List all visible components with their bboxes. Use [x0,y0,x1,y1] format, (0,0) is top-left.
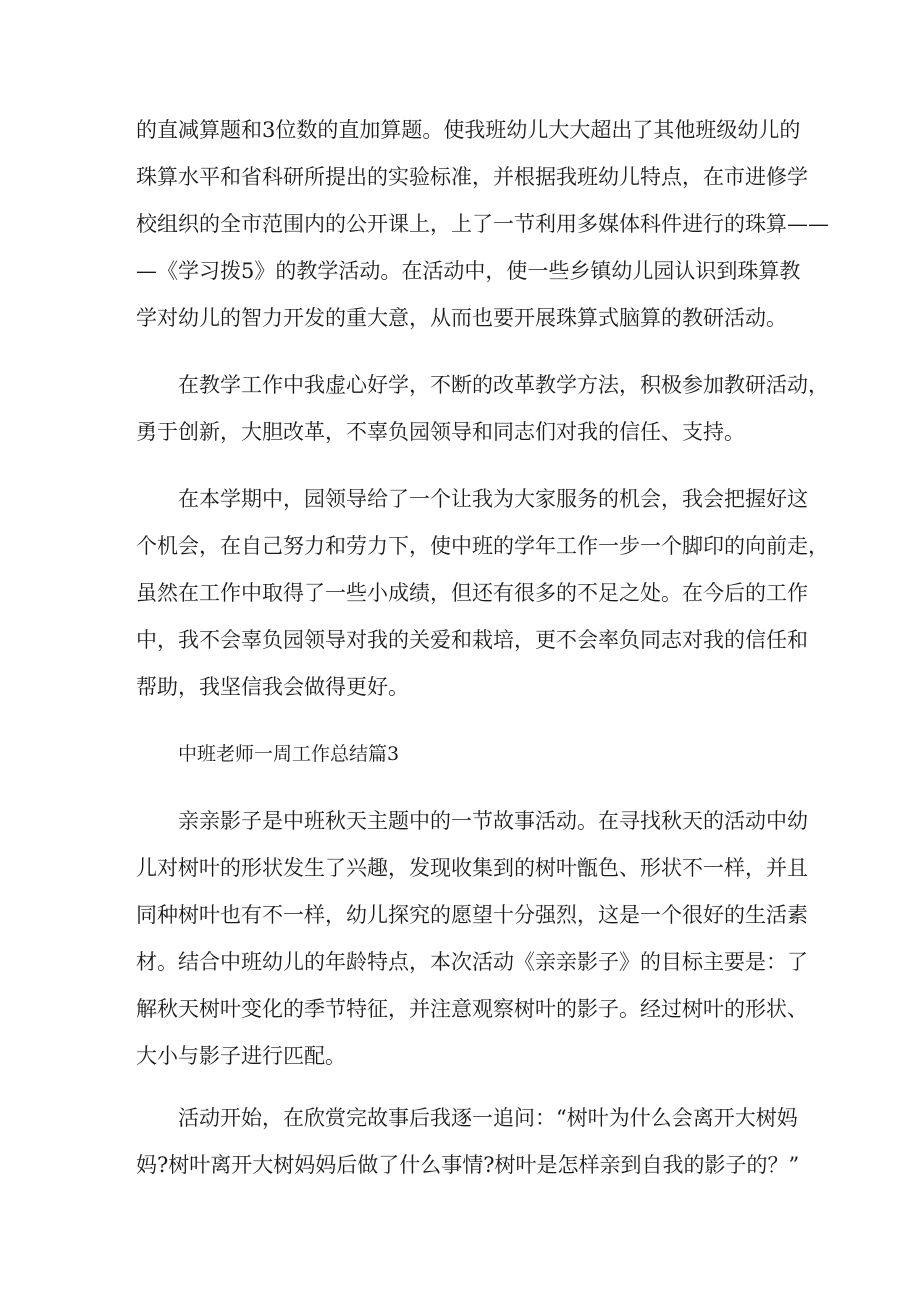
section-paragraph-2-line-2: 妈?树叶离开大树妈妈后做了什么事情?树叶是怎样亲到自我的影子的？” [136,1153,800,1177]
paragraph-1-line-5: 学对幼儿的智力开发的重大意，从而也要开展珠算式脑算的教研活动。 [136,306,787,330]
section-paragraph-1-line-2: 儿对树叶的形状发生了兴趣，发现收集到的树叶甑色、形状不一样，并且 [136,856,808,880]
paragraph-3-line-4: 中，我不会辜负园领导对我的关爱和栽培，更不会率负同志对我的信任和 [136,628,808,652]
section-paragraph-1-line-1: 亲亲影子是中班秋天主题中的一节故事活动。在寻找秋天的活动中幼 [178,809,808,833]
paragraph-1-line-2: 珠算水平和省科研所提出的实验标准，并根据我班幼儿特点，在市进修学 [136,165,808,189]
section-paragraph-2-line-1: 活动开始，在欣赏完故事后我逐一追问：“树叶为什么会离开大树妈 [178,1106,798,1130]
paragraph-2-line-1: 在教学工作中我虚心好学，不断的改革教学方法，积极参加教研活动， [178,373,829,397]
section-paragraph-1-line-5: 解秋天树叶变化的季节特征，并注意观察树叶的影子。经过树叶的形状、 [136,997,808,1021]
section-paragraph-1-line-4: 材。结合中班幼儿的年龄特点，本次活动《亲亲影子》的目标主要是：了 [136,950,808,974]
section-heading: 中班老师一周工作总结篇3 [178,743,400,765]
section-paragraph-1-line-3: 同种树叶也有不一样，幼儿探究的愿望十分强烈，这是一个很好的生活素 [136,903,808,927]
paragraph-1-line-3: 校组织的全市范围内的公开课上，上了一节利用多媒体科件进行的珠算—— [136,212,829,236]
section-paragraph-1-line-6: 大小与影子进行匹配。 [136,1044,346,1068]
paragraph-3-line-5: 帮助，我坚信我会做得更好。 [136,675,409,699]
paragraph-3-line-1: 在本学期中，园领导给了一个让我为大家服务的机会，我会把握好这 [178,487,808,511]
paragraph-3-line-2: 个机会，在自己努力和劳力下，使中班的学年工作一步一个脚印的向前走， [136,534,829,558]
paragraph-2-line-2: 勇于创新，大胆改革，不辜负园领导和同志们对我的信任、支持。 [136,420,745,444]
paragraph-1-line-1: 的直减算题和3位数的直加算题。使我班幼儿大大超出了其他班级幼儿的 [136,118,801,142]
paragraph-3-line-3: 虽然在工作中取得了一些小成绩，但还有很多的不足之处。在今后的工作 [136,581,808,605]
paragraph-1-line-4: —《学习拨5》的教学活动。在活动中，使一些乡镇幼儿园认识到珠算教 [136,259,801,283]
